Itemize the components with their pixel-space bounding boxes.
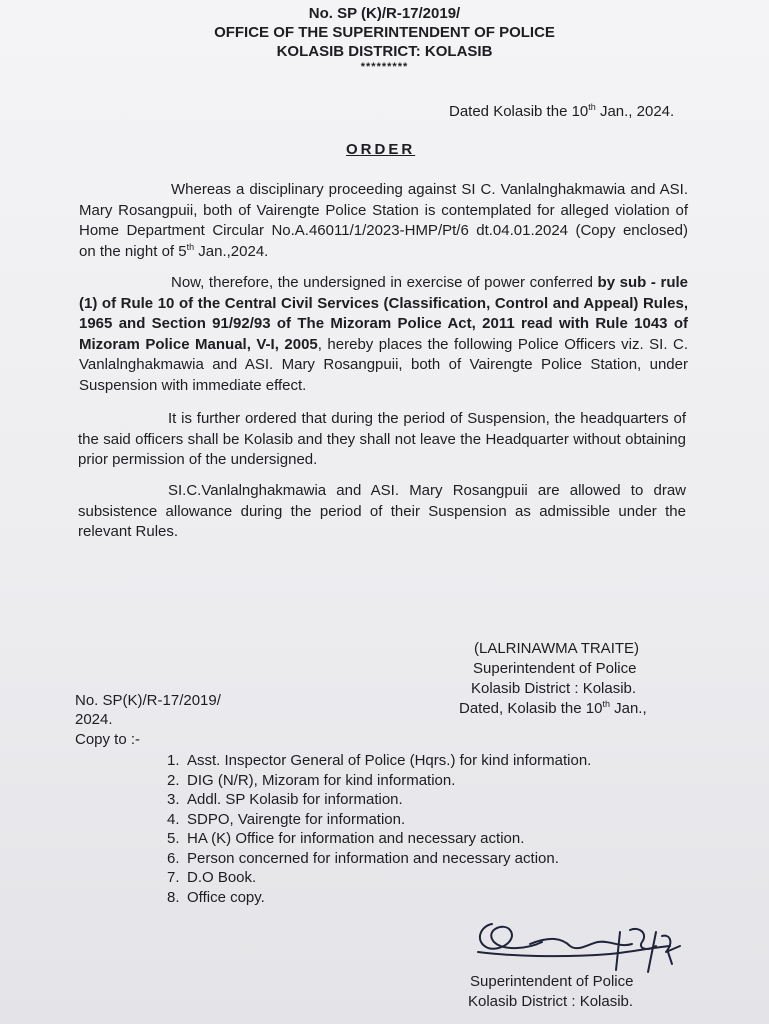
list-item: 2. DIG (N/R), Mizoram for kind information. <box>167 771 456 789</box>
handwritten-signature <box>470 912 685 982</box>
list-item: 8. Office copy. <box>167 888 265 906</box>
footer-district: Kolasib District : Kolasib. <box>468 993 634 1010</box>
signatory-dated: Dated, Kolasib the 10th Jan., <box>459 699 647 717</box>
signatory-designation: Superintendent of Police <box>473 660 637 677</box>
list-item: 6. Person concerned for information and necessary action. <box>167 849 559 867</box>
paragraph-4: SI.C.Vanlalnghakmawia and ASI. Mary Rosangpuii are allowed to draw subsistence allowance during the period of their Suspension as admissible under the relevant Rules. <box>78 482 686 540</box>
memo-number: No. SP (K)/R-17/2019/ <box>308 5 461 22</box>
copy-to-label: Copy to :- <box>75 731 141 748</box>
paragraph-3: It is further ordered that during the period of Suspension, the headquarters of the said officers shall be Kolasib and they shall not leave the Headquarter without obtaining prior permission of the undersigned. <box>78 410 686 468</box>
office-heading: OFFICE OF THE SUPERINTENDENT OF POLICE <box>214 24 555 41</box>
list-item: 5. HA (K) Office for information and necessary action. <box>167 830 525 847</box>
signatory-district: Kolasib District : Kolasib. <box>471 680 637 697</box>
footer-designation: Superintendent of Police <box>470 973 634 990</box>
signatory-name: (LALRINAWMA TRAITE) <box>474 640 640 657</box>
paragraph-1: Whereas a disciplinary proceeding against SI C. Vanlalnghakmawia and ASI. Mary Rosangpuii, both of Vairengte Police Station is contemplated for alleged violation of Home Department Circular No.A.46011/1/2023-HMP/Pt/6 dt.04.01.2024 (Copy enclosed) on the night of 5th Jan.,2024. <box>79 181 688 260</box>
order-date: Dated Kolasib the 10th Jan., 2024. <box>449 102 675 120</box>
header-stars: ********* <box>360 61 409 73</box>
district-heading: KOLASIB DISTRICT: KOLASIB <box>276 43 493 60</box>
order-title: ORDER <box>346 141 416 158</box>
list-item: 1. Asst. Inspector General of Police (Hqrs.) for kind information. <box>167 752 592 769</box>
copy-to-list <box>167 751 591 907</box>
list-item: 3. Addl. SP Kolasib for information. <box>167 791 403 808</box>
copy-memo-number: No. SP(K)/R-17/2019/ <box>75 692 221 709</box>
paragraph-2: Now, therefore, the undersigned in exercise of power conferred by sub - rule (1) of Rule 10 of the Central Civil Services (Classification, Control and Appeal) Rules, 1965 and Section 91/92/93 of The Mizoram Police Act, 2011 read with Rule 1043 of Mizoram Police Manual, V-I, 2005, hereby places the following Police Officers viz. SI. C. Vanlalnghakmawia and ASI. Mary Rosangpuii, both of Vairengte Police Station, under Suspension with immediate effect. <box>79 274 688 394</box>
list-item: 7. D.O Book. <box>167 869 257 886</box>
copy-memo-year: 2024. <box>75 711 113 728</box>
list-item: 4. SDPO, Vairengte for information. <box>167 810 406 828</box>
